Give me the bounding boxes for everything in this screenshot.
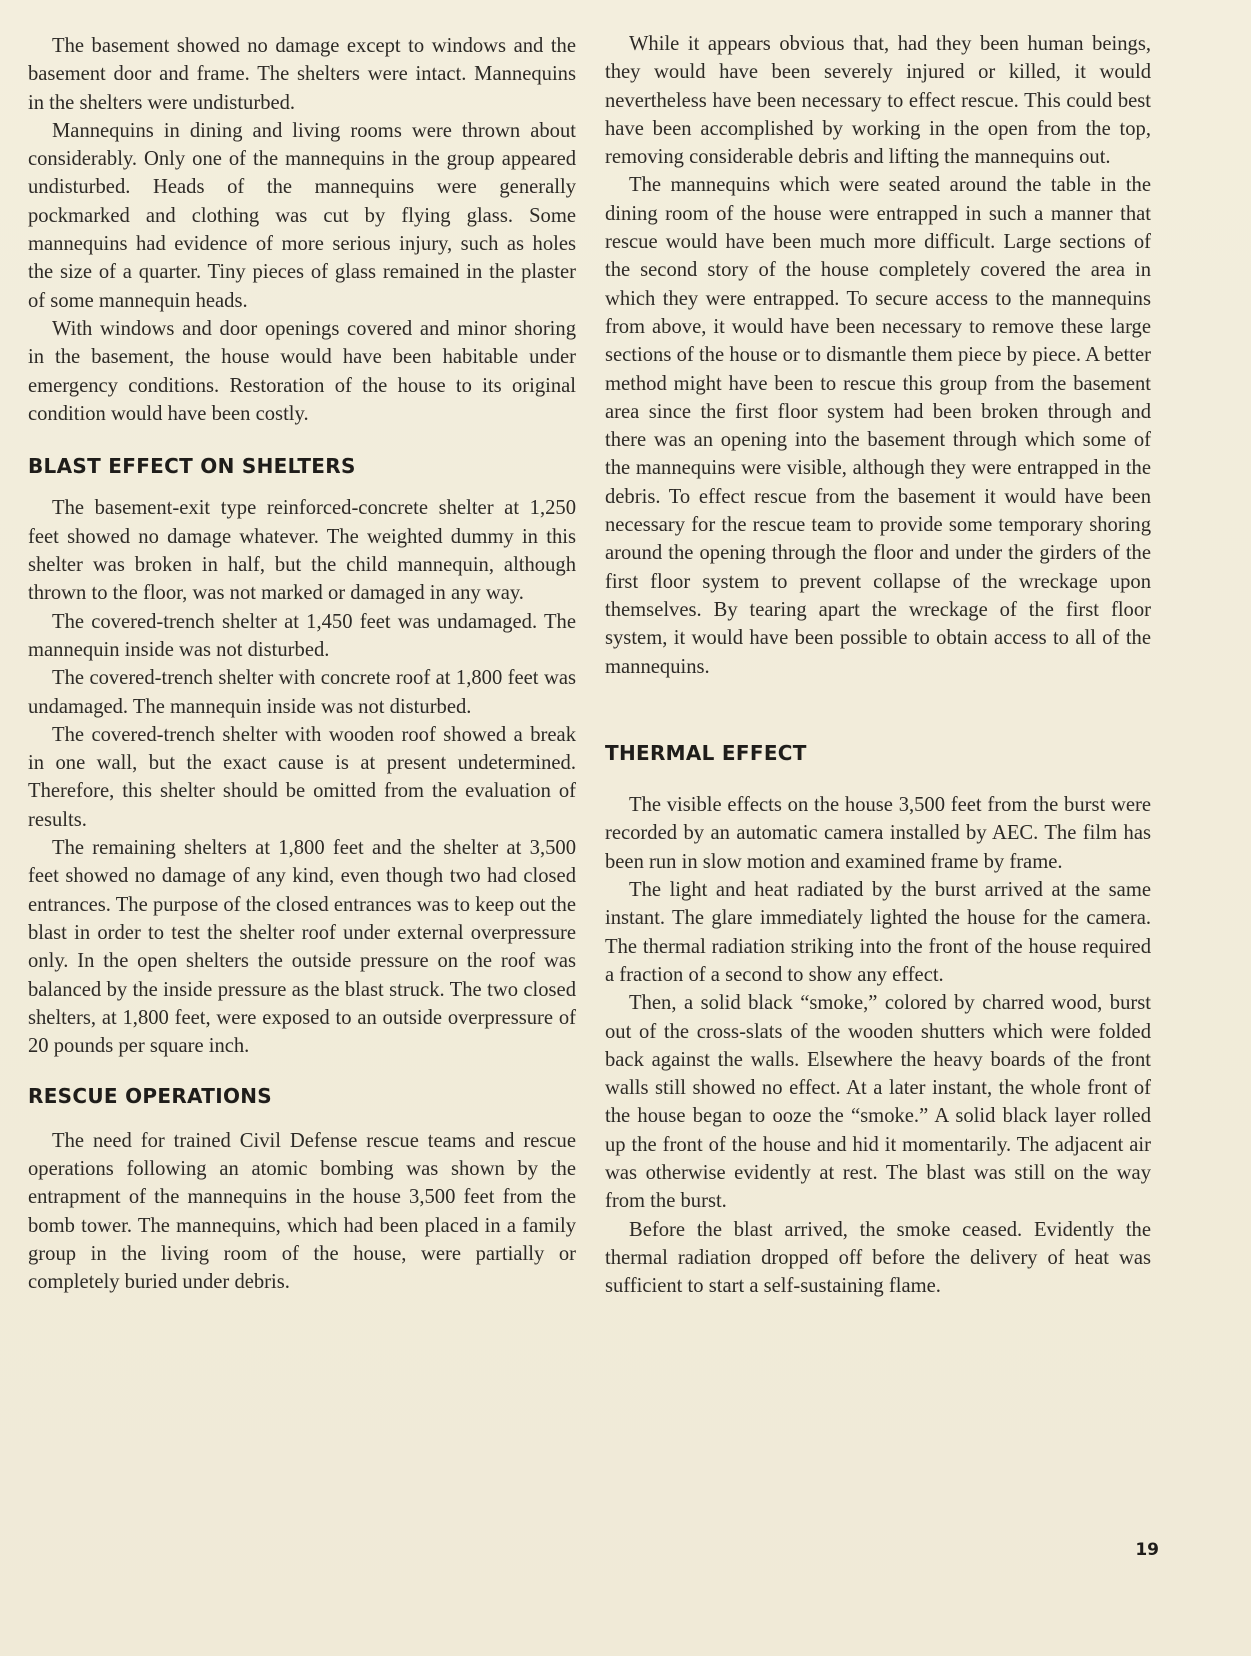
paragraph: The covered-trench shelter with wooden roof showed a break in one wall, but the exact cause is at present undetermined. Therefore, this shelter should be omitted from the evaluation of results. <box>28 723 576 831</box>
paragraph: The basement showed no damage except to windows and the basement door and frame. The shelters were intact. Mannequins in the shelters were undisturbed. <box>28 35 576 114</box>
paragraph: The covered-trench shelter at 1,450 feet was undamaged. The mannequin inside was not disturbed. <box>28 610 576 661</box>
paragraph: The mannequins which were seated around the table in the dining room of the house were entrapped in such a manner that rescue would have been much more difficult. Large sections of the second story of the house completely covered the area in which they were entrapped. To secure access to the mannequins from above, it would have been necessary to remove these large sections of the house or to dismantle them piece by piece. A better method might have been to rescue this group from the basement area since the first floor system had been broken through and there was an opening into the basement through which some of the mannequins were visible, although they were entrapped in the debris. To effect rescue from the basement it would have been necessary for the rescue team to provide some temporary shoring around the opening through the floor and under the girders of the first floor system to prevent collapse of the wreckage upon themselves. By tearing apart the wreckage of the first floor system, it would have been possible to obtain access to all of the mannequins. <box>605 174 1151 678</box>
paragraph: With windows and door openings covered and minor shoring in the basement, the house would have been habitable under emergency conditions. Restoration of the house to its original condition would have been costly. <box>28 317 576 425</box>
right-column <box>605 30 1151 1300</box>
paragraph: Then, a solid black “smoke,” colored by charred wood, burst out of the cross-slats of the wooden shutters which were folded back against the walls. Elsewhere the heavy boards of the front walls still showed no effect. At a later instant, the whole front of the house began to ooze the “smoke.” A solid black layer rolled up the front of the house and hid it momentarily. The adjacent air was otherwise evidently at rest. The blast was still on the way from the burst. <box>605 992 1151 1213</box>
paragraph: The covered-trench shelter with concrete roof at 1,800 feet was undamaged. The mannequin inside was not disturbed. <box>28 667 576 718</box>
left-column <box>28 32 576 1296</box>
paragraph: While it appears obvious that, had they been human beings, they would have been severely injured or killed, it would nevertheless have been necessary to effect rescue. This could best have been accomplished by working in the open from the top, removing considerable debris and lifting the mannequins out. <box>605 33 1151 169</box>
section-heading-rescue: RESCUE OPERATIONS <box>28 1084 272 1109</box>
page-number: 19 <box>1135 1540 1159 1560</box>
paragraph: The remaining shelters at 1,800 feet and the shelter at 3,500 feet showed no damage of any kind, even though two had closed entrances. The purpose of the closed entrances was to keep out the blast in order to test the shelter roof under external overpressure only. In the open shelters the outside pressure on the roof was balanced by the inside pressure as the blast struck. The two closed shelters, at 1,800 feet, were exposed to an outside overpressure of 20 pounds per square inch. <box>28 837 576 1058</box>
paragraph: The light and heat radiated by the burst arrived at the same instant. The glare immediately lighted the house for the camera. The thermal radiation striking into the front of the house required a fraction of a second to show any effect. <box>605 879 1151 986</box>
paragraph: The basement-exit type reinforced-concrete shelter at 1,250 feet showed no damage whatever. The weighted dummy in this shelter was broken in half, but the child mannequin, although thrown to the floor, was not marked or damaged in any way. <box>28 497 576 605</box>
paragraph: Mannequins in dining and living rooms were thrown about considerably. Only one of the mannequins in the group appeared undisturbed. Heads of the mannequins were generally pockmarked and clothing was cut by flying glass. Some mannequins had evidence of more serious injury, such as holes the size of a quarter. Tiny pieces of glass remained in the plaster of some mannequin heads. <box>28 119 576 312</box>
paragraph: Before the blast arrived, the smoke ceased. Evidently the thermal radiation dropped off before the delivery of heat was sufficient to start a self-sustaining flame. <box>605 1218 1151 1298</box>
section-heading-blast: BLAST EFFECT ON SHELTERS <box>28 454 356 479</box>
section-heading-thermal: THERMAL EFFECT <box>605 740 807 765</box>
paragraph: The need for trained Civil Defense rescue teams and rescue operations following an atomic bombing was shown by the entrapment of the mannequins in the house 3,500 feet from the bomb tower. The mannequins, which had been placed in a family group in the living room of the house, were partially or completely buried under debris. <box>28 1129 576 1294</box>
paragraph: The visible effects on the house 3,500 feet from the burst were recorded by an automatic camera installed by AEC. The film has been run in slow motion and examined frame by frame. <box>605 794 1151 873</box>
